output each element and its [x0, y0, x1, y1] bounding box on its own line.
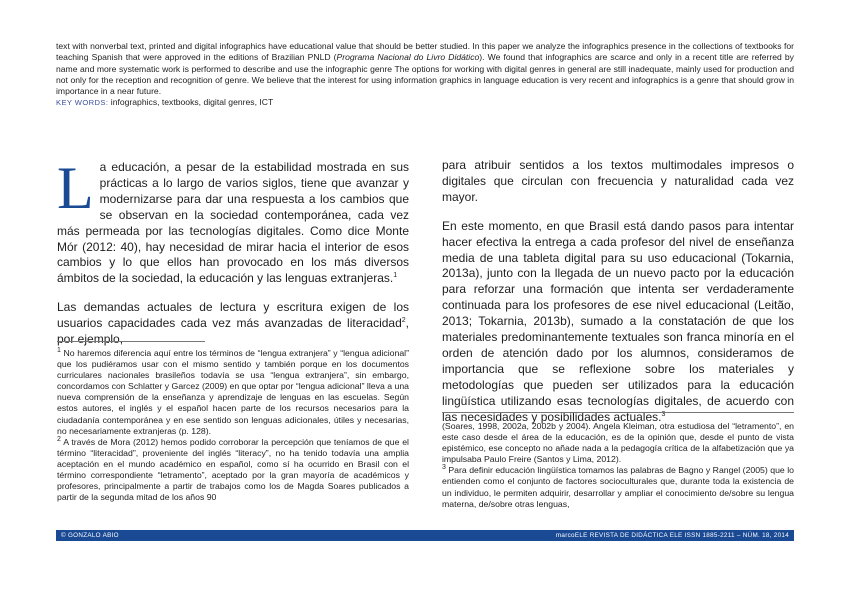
drop-cap: L [57, 155, 94, 221]
footnote-2-continued: (Soares, 1998, 2002a, 2002b y 2004). Angela Kleiman, otra estudiosa del “letramento”, en este caso desde el área de la educación, es de la opinión que, desde el punto de vista epistémico, ese concepto no añade nada a la pedagogía crítica de la alfabetización que ya impulsaba Paulo Freire (Santos y Lima, 2012). [442, 421, 794, 465]
footnote-3-number: 3 [442, 464, 446, 472]
footnote-divider-right [442, 412, 794, 413]
footnote-ref-1[interactable]: 1 [393, 272, 398, 280]
demands-paragraph-text-a: Las demandas actuales de lectura y escritura exigen de los usuarios capacidades cada vez más avanzadas de literacidad [57, 300, 409, 331]
right-column [442, 158, 794, 426]
footnote-2-text: A través de Mora (2012) hemos podido corroborar la percepción que teníamos de que el término “literacidad”, proveniente del inglés “literacy”, no ha tenido todavía una amplia aceptación en el mundo académico en español, como sí ha ocurrido en Brasil con el término correspondiente “letramento”, aceptado por la gran mayoría de académicos y profesores, principalmente a partir de trabajos como los de Magda Soares publicados a partir de la segunda mitad de los años 90 [57, 436, 409, 503]
footnote-1 [57, 348, 409, 437]
footer-author: © GONZALO ABIO [61, 532, 119, 539]
footnote-1-number: 1 [57, 347, 61, 355]
page-footer [56, 530, 794, 541]
footnote-1-text: No haremos diferencia aquí entre los términos de “lengua extranjera” y “lengua adicional” que los pudiéramos usar con el mismo sentido y también porque en los documentos curriculares nacionales brasileños todavía se usa “lengua extranjera”, sin embargo, concordamos con Schlatter y Garcez (2009) en que optar por “lengua adicional” lleva a una nueva comprensión de la enseñanza y aprendizaje de lenguas en las escuelas. Según estos autores, el inglés y el español hacen parte de los recursos necesarios para la ciudadanía contemporánea y en ese sentido son lenguas adicionales, útiles y necesarias, no necesariamente extranjeras (p. 128). [57, 348, 409, 436]
abstract-text-part2: ). We found that infographics are scarce and only in a recent title are referred by name and more systematic work is performed to describe and use the infographic genre The options for working with digital genres in general are still inadequate, mainly used for production and not only for the reception and recognition of genre. We believe that the interest for using information graphics in language education is very recent and infographics is a genre that should grow in importance in a near future. [56, 52, 794, 97]
left-column [57, 155, 409, 348]
footnote-2 [57, 437, 409, 504]
footnote-3-text: Para definir educación lingüística tomamos las palabras de Bagno y Rangel (2005) que lo entienden como el conjunto de factores socioculturales que, durante toda la existencia de un individuo, le permiten adquirir, desarrollar y ampliar el conocimiento de/sobre su lengua materna, de/sobre otras lenguas, [442, 465, 794, 509]
program-name: Programa Nacional do Livro Didático [336, 52, 480, 63]
intro-paragraph [57, 155, 409, 287]
brazil-paragraph [442, 219, 794, 426]
footnote-ref-3[interactable]: 3 [661, 410, 666, 418]
footnote-ref-2[interactable]: 2 [401, 317, 406, 325]
abstract [56, 41, 794, 109]
abstract-text-part1: text with nonverbal text, printed and digital infographics have educational value that should be better studied. In this paper we analyze the infographics presence in the collections of textbooks for teaching Spanish that were approved in the editions of Brazilian PNLD ( [56, 41, 794, 63]
footnote-divider-left [57, 341, 205, 342]
footnotes-right [442, 421, 794, 510]
footnote-2-number: 2 [57, 435, 61, 443]
footnotes-left [57, 348, 409, 503]
footnote-3 [442, 465, 794, 509]
intro-paragraph-text: a educación, a pesar de la estabilidad mostrada en sus prácticas a lo largo de varios siglos, tiene que avanzar y modernizarse para dar una respuesta a los cambios que se observan en la sociedad contemporánea, cada vez más permeada por las tecnologías digitales. Como dice Monte Mór (2012: 40), hay necesidad de mirar hacia el interior de esos cambios y lo que ellos han provocado en los más diversos ámbitos de la sociedad, la educación y las lenguas extranjeras. [57, 160, 409, 286]
demands-paragraph-text-b: , por ejemplo, [57, 316, 409, 347]
keywords: infographics, textbooks, digital genres, ICT [110, 97, 274, 108]
footer-journal: marcoELE REVISTA DE DIDÁCTICA ELE ISSN 1885-2211 – NÚM. 18, 2014 [555, 532, 789, 539]
continuation-paragraph: para atribuir sentidos a los textos multimodales impresos o digitales que circulan con frecuencia y naturalidad cada vez mayor. [442, 158, 794, 204]
brazil-paragraph-text: En este momento, en que Brasil está dando pasos para intentar hacer efectiva la entrega a cada profesor del nivel de enseñanza media de una tableta digital para su uso educacional (Tokarnia, 2013a), junto con la llegada de un nuevo pacto por la educación para reforzar una formación que intenta ser verdaderamente continuada para los profesores de ese nivel educacional (Leitão, 2013; Tokarnia, 2013b), sumado a la constatación de que los materiales predominantemente textuales son franca minoría en el orden de atención dado por los alumnos, consideramos de importancia que se reflexione sobre los materiales y metodologías que pueden ser utilizados para la educación lingüística utilizando esas tecnologías digitales, de acuerdo con las necesidades y posibilidades actuales. [442, 218, 794, 424]
keywords-label: KEY WORDS: [56, 98, 109, 108]
